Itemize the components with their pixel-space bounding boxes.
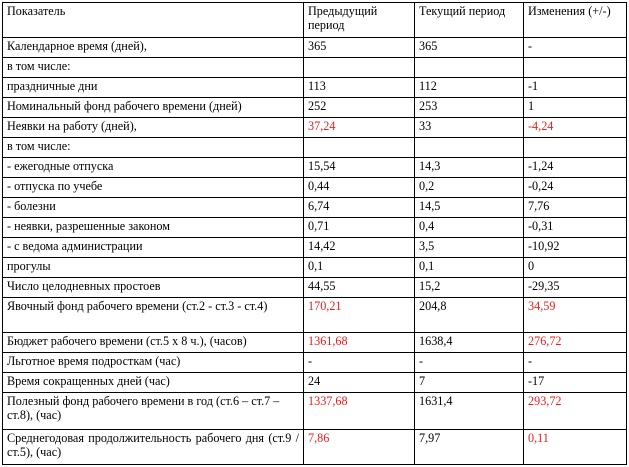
row-current-value: 365 <box>415 38 524 58</box>
row-change-value: -10,92 <box>524 238 627 258</box>
row-label: в том числе: <box>3 138 304 158</box>
row-change-value: 1 <box>524 98 627 118</box>
header-current-period: Текущий период <box>415 3 524 38</box>
table-row <box>3 238 627 258</box>
table-row <box>3 333 627 353</box>
table-row <box>3 178 627 198</box>
row-label: - болезни <box>3 198 304 218</box>
row-current-value: 112 <box>415 78 524 98</box>
row-previous-value <box>304 58 415 78</box>
row-label: Неявки на работу (дней), <box>3 118 304 138</box>
row-change-value: -1,24 <box>524 158 627 178</box>
row-label: Полезный фонд рабочего времени в год (ст.6 – ст.7 – ст.8), (час) <box>3 393 304 430</box>
row-label: - с ведома администрации <box>3 238 304 258</box>
work-time-table <box>2 2 627 465</box>
table-row <box>3 393 627 430</box>
row-label: в том числе: <box>3 58 304 78</box>
row-change-value: -29,35 <box>524 278 627 298</box>
row-current-value: 1638,4 <box>415 333 524 353</box>
row-change-value: -4,24 <box>524 118 627 138</box>
row-label: Явочный фонд рабочего времени (ст.2 - ст.3 - ст.4) <box>3 298 304 333</box>
row-current-value: 0,4 <box>415 218 524 238</box>
table-row <box>3 430 627 465</box>
row-label: Льготное время подросткам (час) <box>3 353 304 373</box>
row-previous-value: 1337,68 <box>304 393 415 430</box>
table-row <box>3 258 627 278</box>
row-change-value: -17 <box>524 373 627 393</box>
row-change-value: 0,11 <box>524 430 627 465</box>
row-label: Календарное время (дней), <box>3 38 304 58</box>
row-change-value: - <box>524 38 627 58</box>
header-row <box>3 3 627 38</box>
row-previous-value: 24 <box>304 373 415 393</box>
row-change-value <box>524 58 627 78</box>
row-label: Время сокращенных дней (час) <box>3 373 304 393</box>
row-label: праздничные дни <box>3 78 304 98</box>
row-change-value: 34,59 <box>524 298 627 333</box>
row-current-value: 1631,4 <box>415 393 524 430</box>
row-previous-value: 15,54 <box>304 158 415 178</box>
row-previous-value: 252 <box>304 98 415 118</box>
row-current-value: 14,5 <box>415 198 524 218</box>
row-previous-value: 6,74 <box>304 198 415 218</box>
table-row <box>3 138 627 158</box>
row-change-value: 293,72 <box>524 393 627 430</box>
row-previous-value: 170,21 <box>304 298 415 333</box>
row-previous-value <box>304 138 415 158</box>
row-change-value: -0,24 <box>524 178 627 198</box>
row-label: - отпуска по учебе <box>3 178 304 198</box>
table-row <box>3 58 627 78</box>
row-label: прогулы <box>3 258 304 278</box>
row-current-value: 204,8 <box>415 298 524 333</box>
row-current-value: 7 <box>415 373 524 393</box>
row-change-value: 7,76 <box>524 198 627 218</box>
row-previous-value: 0,44 <box>304 178 415 198</box>
row-previous-value: 44,55 <box>304 278 415 298</box>
row-change-value: 0 <box>524 258 627 278</box>
table-row <box>3 373 627 393</box>
row-current-value: 15,2 <box>415 278 524 298</box>
row-current-value: 3,5 <box>415 238 524 258</box>
row-previous-value: 0,1 <box>304 258 415 278</box>
row-current-value: 253 <box>415 98 524 118</box>
table-row <box>3 198 627 218</box>
row-label: Номинальный фонд рабочего времени (дней) <box>3 98 304 118</box>
table-row <box>3 98 627 118</box>
table-row <box>3 218 627 238</box>
table-row <box>3 158 627 178</box>
header-indicator: Показатель <box>3 3 304 38</box>
row-current-value: 33 <box>415 118 524 138</box>
row-label: Среднегодовая продолжительность рабочего дня (ст.9 / ст.5), (час) <box>3 430 304 465</box>
table-row <box>3 353 627 373</box>
row-change-value <box>524 138 627 158</box>
row-current-value: 7,97 <box>415 430 524 465</box>
row-current-value: 0,2 <box>415 178 524 198</box>
row-current-value: 14,3 <box>415 158 524 178</box>
row-previous-value: 113 <box>304 78 415 98</box>
row-previous-value: - <box>304 353 415 373</box>
row-label: Число целодневных простоев <box>3 278 304 298</box>
header-change: Изменения (+/-) <box>524 3 627 38</box>
row-label: Бюджет рабочего времени (ст.5 х 8 ч.), (часов) <box>3 333 304 353</box>
row-current-value: - <box>415 353 524 373</box>
row-previous-value: 7,86 <box>304 430 415 465</box>
row-previous-value: 37,24 <box>304 118 415 138</box>
row-previous-value: 14,42 <box>304 238 415 258</box>
row-label: - ежегодные отпуска <box>3 158 304 178</box>
row-change-value: -1 <box>524 78 627 98</box>
row-change-value: - <box>524 353 627 373</box>
header-previous-period: Предыдущий период <box>304 3 415 38</box>
table-row <box>3 298 627 333</box>
table-row <box>3 38 627 58</box>
row-change-value: 276,72 <box>524 333 627 353</box>
row-change-value: -0,31 <box>524 218 627 238</box>
table-row <box>3 78 627 98</box>
table-row <box>3 278 627 298</box>
row-previous-value: 1361,68 <box>304 333 415 353</box>
row-current-value: 0,1 <box>415 258 524 278</box>
row-previous-value: 365 <box>304 38 415 58</box>
row-label: - неявки, разрешенные законом <box>3 218 304 238</box>
row-current-value <box>415 138 524 158</box>
row-current-value <box>415 58 524 78</box>
table-row <box>3 118 627 138</box>
row-previous-value: 0,71 <box>304 218 415 238</box>
